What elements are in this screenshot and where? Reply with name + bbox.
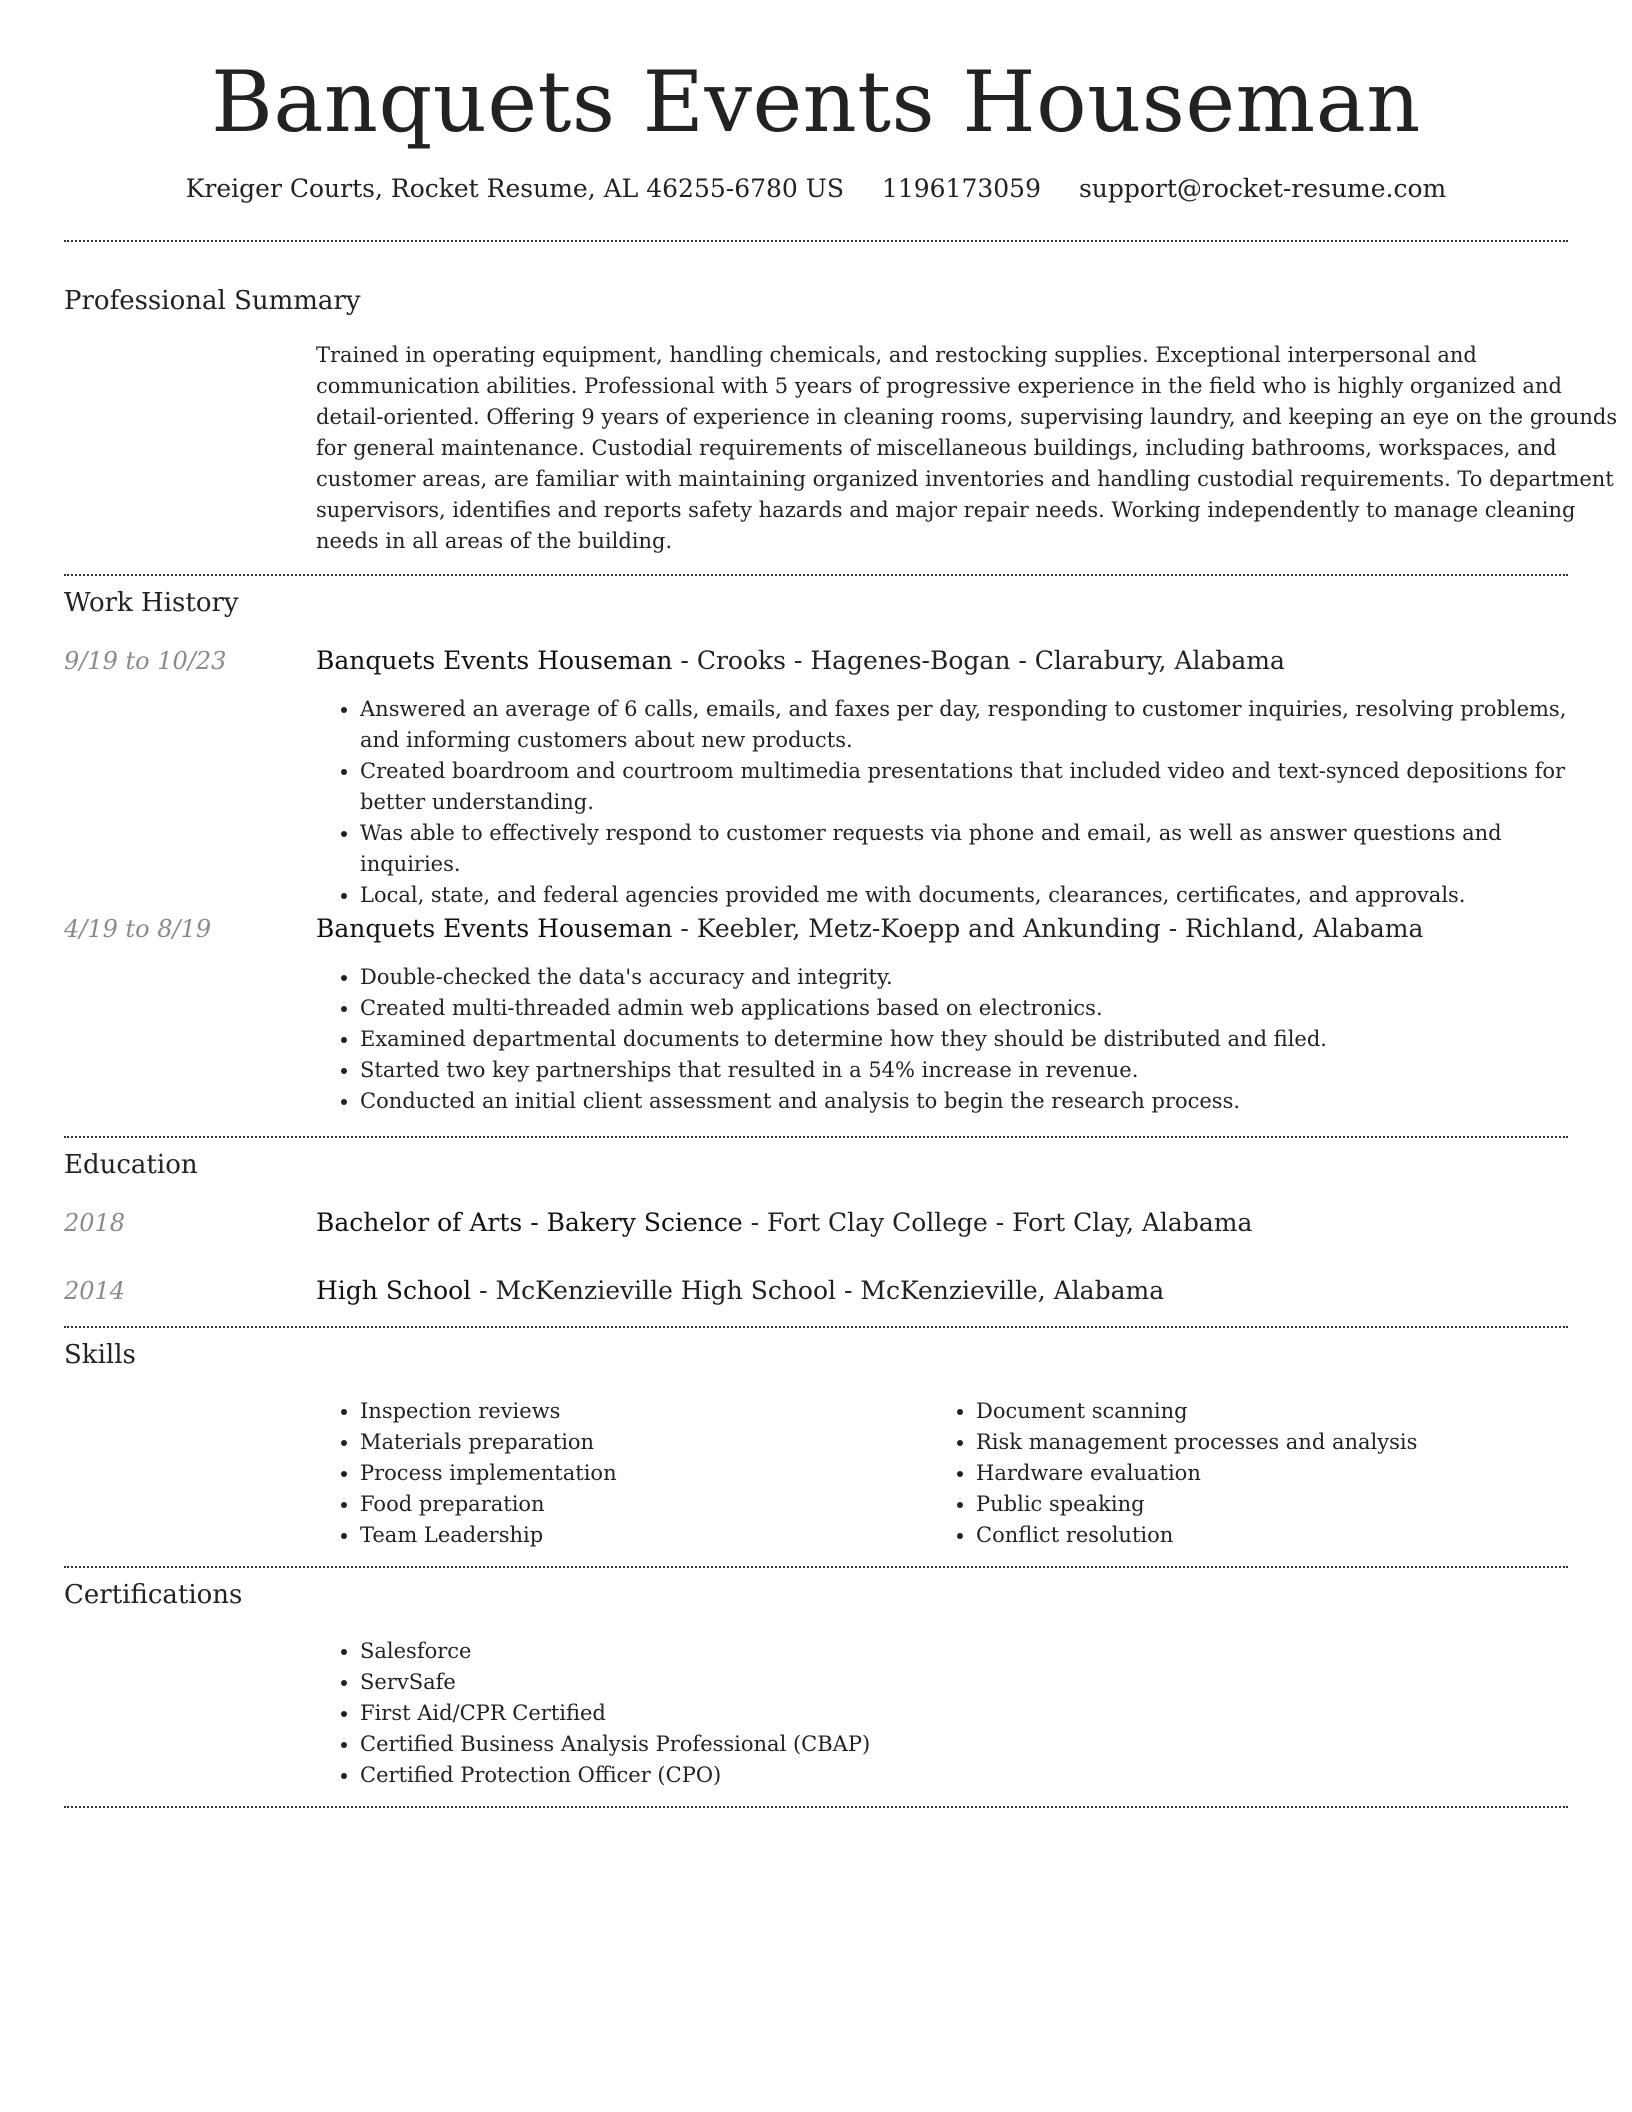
education-entry [316,1274,1568,1308]
section-divider [64,1326,1568,1328]
education-year: 2014 [64,1277,126,1305]
section-divider [64,1136,1568,1138]
job-title [316,644,1568,678]
section-divider [64,1566,1568,1568]
list-item: • Certified Protection Officer (CPO) [360,1760,1606,1791]
education-year: 2018 [64,1209,126,1237]
education-entry [316,1206,1568,1240]
contact-email[interactable]: support@rocket-resume.com [1078,174,1447,203]
contact-line [64,172,1568,206]
section-title-education: Education [64,1150,198,1180]
job-bullets [316,694,1606,911]
job-dates: 4/19 to 8/19 [64,915,212,943]
job-title [316,912,1568,946]
education-school: - McKenzieville High School - McKenzieville, Alabama [471,1276,1165,1305]
list-item: • Public speaking [976,1489,1632,1520]
summary-text: Trained in operating equipment, handling chemicals, and restocking supplies. Exceptional interpersonal and communication abilities. Professional with 5 years of progressive experience in the field who is highly organized and detail-oriented. Offering 9 years of experience in cleaning rooms, supervising laundry, and keeping an eye on the grounds for general maintenance. Custodial requirements of miscellaneous buildings, including bathrooms, workspaces, and customer areas, are familiar with maintaining organized inventories and handling custodial requirements. To department supervisors, identifies and reports safety hazards and major repair needs. Working independently to manage cleaning needs in all areas of the building. [316,343,1618,553]
contact-phone: 1196173059 [881,174,1041,203]
section-divider [64,240,1568,242]
job-dates: 9/19 to 10/23 [64,647,227,675]
list-item: • ServSafe [360,1667,1606,1698]
list-item: • First Aid/CPR Certified [360,1698,1606,1729]
list-item: • Process implementation [360,1458,1606,1489]
section-divider [64,1806,1568,1808]
list-item: • Conflict resolution [976,1520,1632,1551]
section-divider [64,574,1568,576]
list-item: • Document scanning [976,1396,1632,1427]
list-item: • Examined departmental documents to determine how they should be distributed and filed. [360,1024,1606,1055]
candidate-name: Banquets Events Houseman [211,53,1421,151]
job-employer: - Crooks - Hagenes-Bogan - Clarabury, Alabama [672,646,1285,675]
list-item: • Salesforce [360,1636,1606,1667]
job-bullets [316,962,1606,1117]
section-title-work: Work History [64,588,239,618]
section-title-certifications: Certifications [64,1580,243,1610]
list-item: • Created boardroom and courtroom multimedia presentations that included video and text-synced depositions for better understanding. [360,756,1606,818]
certifications-list [316,1636,1606,1791]
list-item: • Started two key partnerships that resulted in a 54% increase in revenue. [360,1055,1606,1086]
list-item: • Certified Business Analysis Professional (CBAP) [360,1729,1606,1760]
list-item: • Materials preparation [360,1427,1606,1458]
list-item: • Inspection reviews [360,1396,1606,1427]
contact-address: Kreiger Courts, Rocket Resume, AL 46255-6780 US [185,174,844,203]
list-item: • Hardware evaluation [976,1458,1632,1489]
list-item: • Conducted an initial client assessment and analysis to begin the research process. [360,1086,1606,1117]
list-item: • Local, state, and federal agencies provided me with documents, clearances, certificates, and approvals. [360,880,1606,911]
list-item: • Created multi-threaded admin web applications based on electronics. [360,993,1606,1024]
section-title-summary: Professional Summary [64,286,361,316]
skills-list-right [932,1396,1632,1551]
education-school: - Fort Clay College - Fort Clay, Alabama [742,1208,1253,1237]
job-role: Banquets Events Houseman [316,646,673,675]
list-item: • Was able to effectively respond to customer requests via phone and email, as well as answer questions and inquiries. [360,818,1606,880]
list-item: • Food preparation [360,1489,1606,1520]
job-role: Banquets Events Houseman [316,914,673,943]
list-item: • Team Leadership [360,1520,1606,1551]
job-employer: - Keebler, Metz-Koepp and Ankunding - Richland, Alabama [672,914,1424,943]
list-item: • Answered an average of 6 calls, emails, and faxes per day, responding to customer inquiries, resolving problems, and informing customers about new products. [360,694,1606,756]
section-title-skills: Skills [64,1340,136,1370]
list-item: • Risk management processes and analysis [976,1427,1632,1458]
education-degree: Bachelor of Arts - Bakery Science [316,1208,743,1237]
education-degree: High School [316,1276,472,1305]
list-item: • Double-checked the data's accuracy and integrity. [360,962,1606,993]
